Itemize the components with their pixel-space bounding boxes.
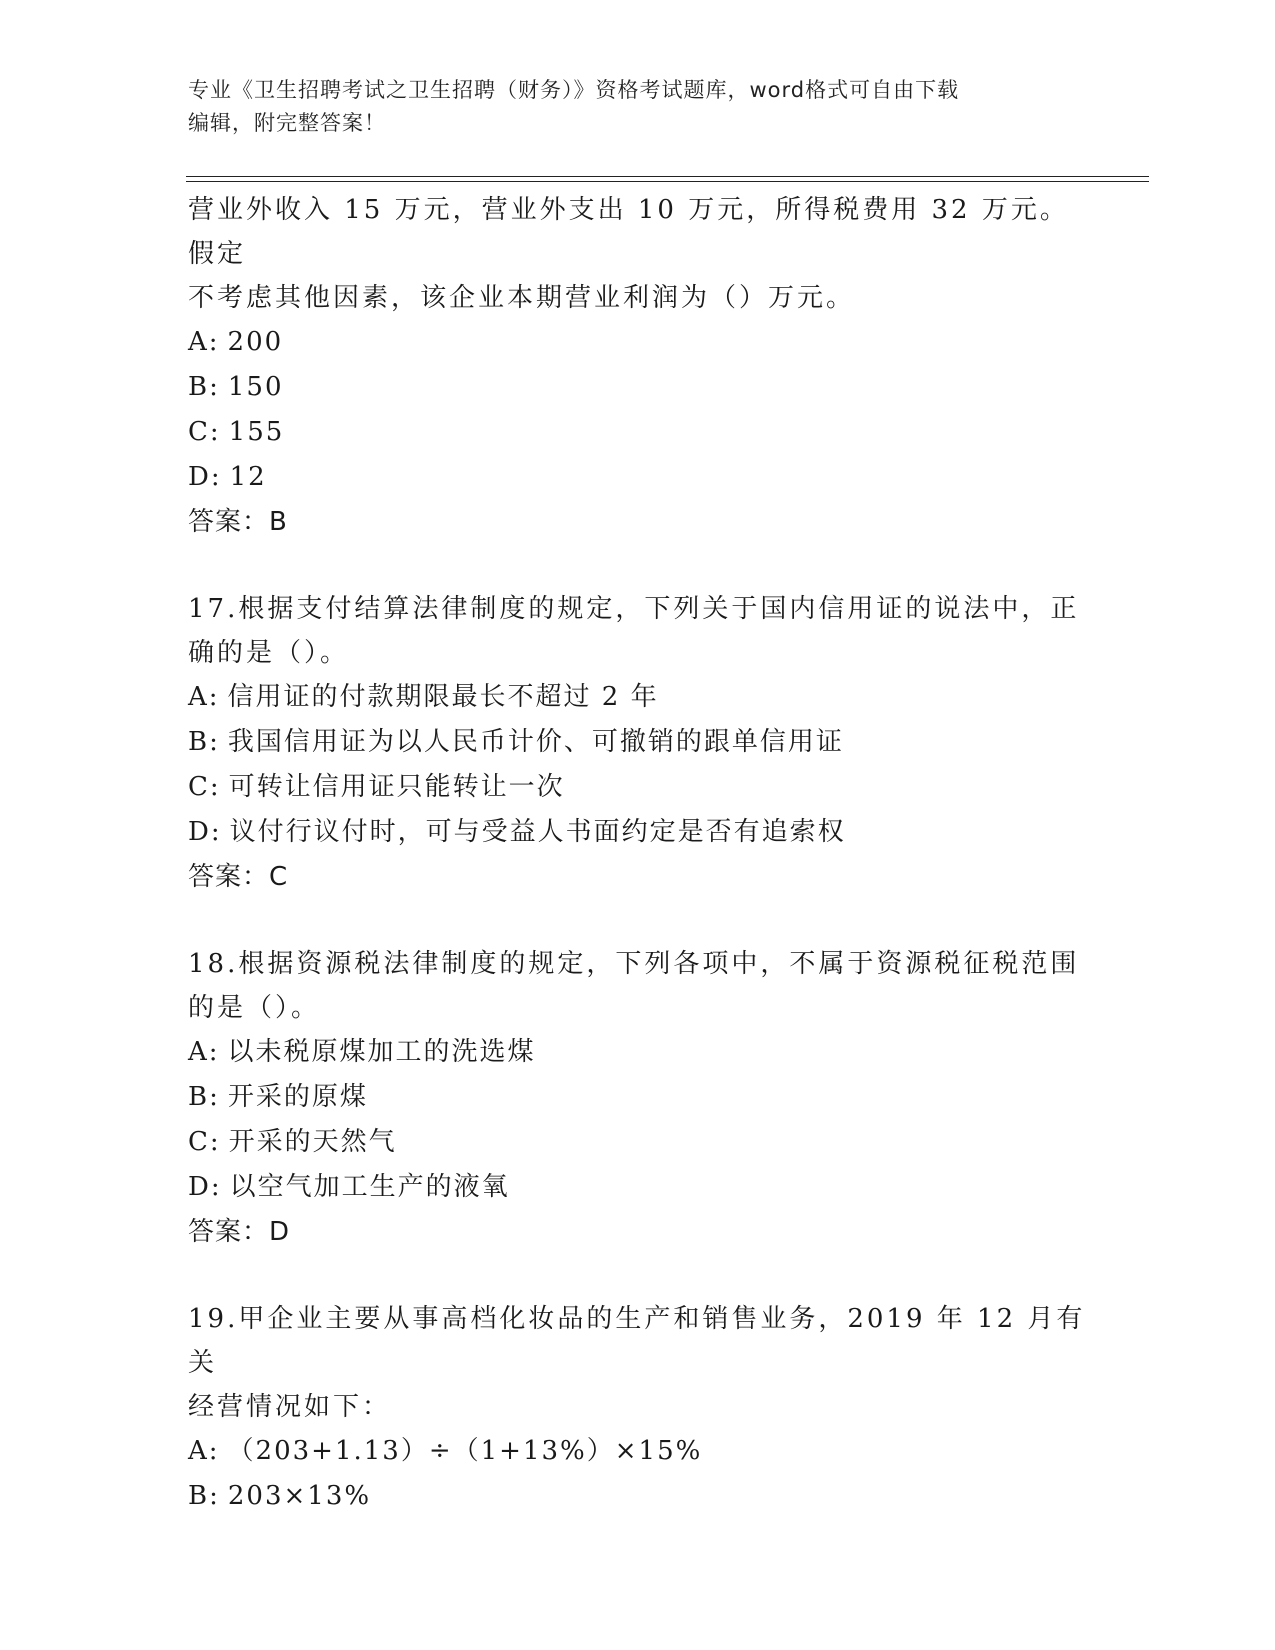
question-16-option-b [188, 365, 1088, 410]
question-17-option-a [188, 675, 1088, 720]
document-header [188, 74, 1088, 140]
question-18-text-line-1: 18.根据资源税法律制度的规定，下列各项中，不属于资源税征税范围 [188, 949, 1080, 979]
question-list [188, 188, 1088, 1519]
header-line-2: 编辑，附完整答案！ [188, 111, 386, 135]
question-16-text-line-2: 不考虑其他因素，该企业本期营业利润为（）万元。 [188, 283, 856, 313]
question-16-option-c [188, 410, 1088, 455]
option-text: 200 [227, 327, 284, 357]
question-17-option-c [188, 765, 1088, 810]
question-18-option-b [188, 1075, 1088, 1120]
question-18 [188, 942, 1088, 1254]
option-key: A: [188, 1436, 220, 1466]
header-divider-top [186, 176, 1149, 177]
option-text: 可转让信用证只能转让一次 [228, 772, 565, 802]
header-divider-bottom [186, 181, 1149, 182]
question-17-text-line-1: 17.根据支付结算法律制度的规定，下列关于国内信用证的说法中，正 [188, 594, 1080, 624]
question-18-answer: 答案：D [188, 1217, 291, 1247]
question-19-option-a [188, 1429, 1088, 1474]
option-key: D: [188, 462, 222, 492]
question-17-answer: 答案：C [188, 862, 289, 892]
option-key: C: [188, 772, 221, 802]
option-text: 12 [229, 462, 267, 492]
question-17-option-b [188, 720, 1088, 765]
option-key: B: [188, 727, 220, 757]
question-17-option-d [188, 810, 1088, 855]
question-19-text-line-1: 19.甲企业主要从事高档化妆品的生产和销售业务，2019 年 12 月有关 [188, 1304, 1086, 1378]
option-key: C: [188, 417, 221, 447]
option-key: A: [188, 327, 220, 357]
option-text: 以空气加工生产的液氧 [229, 1172, 510, 1202]
question-19-text-line-2: 经营情况如下： [188, 1392, 392, 1422]
option-key: A: [188, 682, 220, 712]
question-18-text-line-2: 的是（）。 [188, 993, 321, 1023]
option-key: B: [188, 1082, 220, 1112]
question-16-text-line-1: 营业外收入 15 万元，营业外支出 10 万元，所得税费用 32 万元。假定 [188, 195, 1069, 269]
question-16 [188, 188, 1088, 544]
option-text: 信用证的付款期限最长不超过 2 年 [227, 682, 659, 712]
question-16-option-a [188, 320, 1088, 365]
header-line-1: 专业《卫生招聘考试之卫生招聘（财务）》资格考试题库，word格式可自由下载 [188, 78, 960, 102]
question-16-answer: 答案：B [188, 507, 288, 537]
question-18-option-a [188, 1030, 1088, 1075]
option-text: 开采的原煤 [227, 1082, 368, 1112]
option-key: B: [188, 372, 220, 402]
question-18-option-c [188, 1120, 1088, 1165]
option-key: D: [188, 1172, 222, 1202]
option-text: 以未税原煤加工的洗选煤 [227, 1037, 536, 1067]
question-17-text-line-2: 确的是（）。 [188, 638, 350, 668]
question-17 [188, 587, 1088, 899]
option-key: C: [188, 1127, 221, 1157]
option-text: 155 [228, 417, 285, 447]
question-19 [188, 1297, 1088, 1519]
option-key: B: [188, 1481, 220, 1511]
option-text: 203×13% [227, 1481, 372, 1511]
option-text: 我国信用证为以人民币计价、可撤销的跟单信用证 [227, 727, 844, 757]
option-text: 开采的天然气 [228, 1127, 397, 1157]
option-text: 150 [227, 372, 284, 402]
question-18-option-d [188, 1165, 1088, 1210]
question-16-option-d [188, 455, 1088, 500]
option-key: D: [188, 817, 222, 847]
option-key: A: [188, 1037, 220, 1067]
option-text: （203+1.13）÷（1+13%）×15% [227, 1436, 703, 1466]
option-text: 议付行议付时，可与受益人书面约定是否有追索权 [229, 817, 846, 847]
question-19-option-b [188, 1474, 1088, 1519]
